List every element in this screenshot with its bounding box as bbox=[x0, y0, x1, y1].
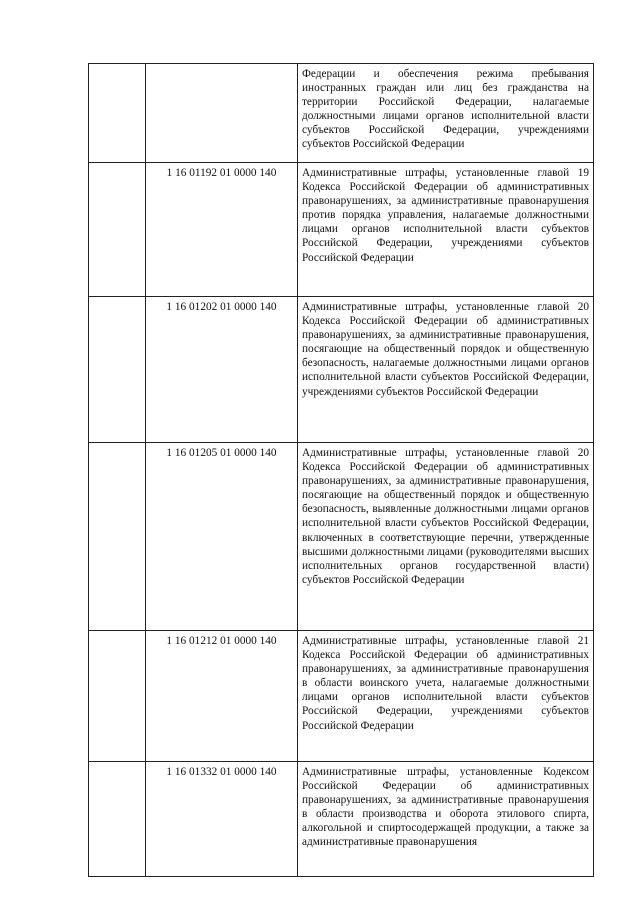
row-number-cell bbox=[89, 163, 146, 297]
table-row bbox=[89, 64, 594, 163]
table-row bbox=[89, 297, 594, 443]
description-cell: Административные штрафы, установленные главой 21 Кодекса Российской Федерации об административных правонарушениях, за административные правонарушения в области воинского учета, налагаемые должностными лицами органов исполнительной власти субъектов Российской Федерации, учреждениями субъектов Российской Федерации bbox=[298, 631, 594, 762]
code-cell: 1 16 01205 01 0000 140 bbox=[146, 443, 298, 631]
code-cell: 1 16 01212 01 0000 140 bbox=[146, 631, 298, 762]
code-cell: 1 16 01202 01 0000 140 bbox=[146, 297, 298, 443]
row-number-cell bbox=[89, 64, 146, 163]
budget-codes-table bbox=[88, 63, 594, 877]
table-row bbox=[89, 762, 594, 877]
description-cell: Административные штрафы, установленные главой 20 Кодекса Российской Федерации об административных правонарушениях, за административные правонарушения, посягающие на общественный порядок и общественную безопасность, выявленные должностными лицами органов исполнительной власти субъектов Российской Федерации, включенных в соответствующие перечни, утвержденные высшими должностными лицами (руководителями высших исполнительных органов государственной власти) субъектов Российской Федерации bbox=[298, 443, 594, 631]
description-cell: Административные штрафы, установленные главой 20 Кодекса Российской Федерации об административных правонарушениях, за административные правонарушения, посягающие на общественный порядок и общественную безопасность, налагаемые должностными лицами органов исполнительной власти субъектов Российской Федерации, учреждениями субъектов Российской Федерации bbox=[298, 297, 594, 443]
row-number-cell bbox=[89, 297, 146, 443]
table-row bbox=[89, 443, 594, 631]
row-number-cell bbox=[89, 762, 146, 877]
code-cell bbox=[146, 64, 298, 163]
description-cell: Административные штрафы, установленные главой 19 Кодекса Российской Федерации об административных правонарушениях, за административные правонарушения против порядка управления, налагаемые должностными лицами органов исполнительной власти субъектов Российской Федерации, учреждениями субъектов Российской Федерации bbox=[298, 163, 594, 297]
table-row bbox=[89, 631, 594, 762]
row-number-cell bbox=[89, 443, 146, 631]
row-number-cell bbox=[89, 631, 146, 762]
description-cell: Административные штрафы, установленные Кодексом Российской Федерации об административных правонарушениях, за административные правонарушения в области производства и оборота этилового спирта, алкогольной и спиртосодержащей продукции, а также за административные правонарушения bbox=[298, 762, 594, 877]
code-cell: 1 16 01332 01 0000 140 bbox=[146, 762, 298, 877]
description-cell: Федерации и обеспечения режима пребывания иностранных граждан или лиц без гражданства на территории Российской Федерации, налагаемые должностными лицами органов исполнительной власти субъектов Российской Федерации, учреждениями субъектов Российской Федерации bbox=[298, 64, 594, 163]
code-cell: 1 16 01192 01 0000 140 bbox=[146, 163, 298, 297]
table-row bbox=[89, 163, 594, 297]
